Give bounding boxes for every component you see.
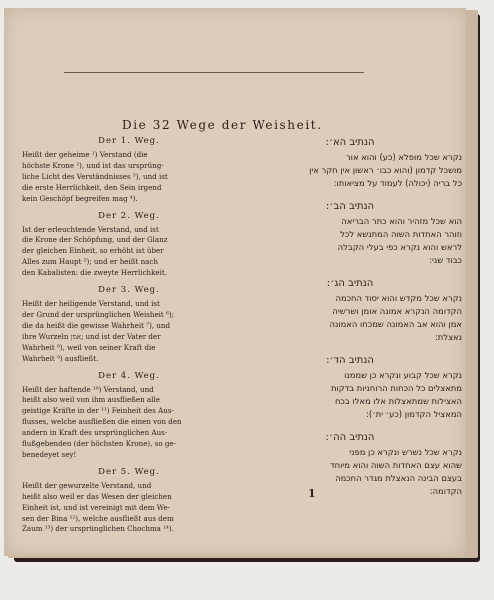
path-heading: הנתיב הד׳: xyxy=(326,355,374,366)
page-title: Die 32 Wege der Weisheit. xyxy=(122,118,323,132)
way-text: Ist der erleuchtende Verstand, und ist die Krone der Schöpfung, und der Glanz der gleichen Einheit, so erhöht ist über Alles zum Haupt ⁵); und er heißt nach den Kabalisten: die zweyte Herrlichkeit. xyxy=(22,224,168,278)
hebrew-column xyxy=(238,136,462,508)
page-number: 1 xyxy=(308,487,316,500)
german-column xyxy=(22,136,236,541)
path-heading: הנתיב הא׳: xyxy=(325,137,375,148)
path-text: נקרא שכל מופלא (כע) והוא אור מושכל קדמון (והוא כבו׳ ראשון אין חקר אין כל בריה (יכולה) לעמוד על מציאותו: xyxy=(309,152,462,188)
way-text: Heißt der heiligende Verstand, und ist der Grund der ursprünglichen Weisheit ⁶); die da heißt die gewisse Wahrheit ⁷), und ihre Wurzeln אמן; und ist der Vater der Wahrheit ⁸), weil von seiner Kraft die Wahrheit ⁹) ausfließt. xyxy=(22,299,175,363)
way-heading: Der 5. Weg. xyxy=(98,466,160,477)
german-way-2 xyxy=(22,211,236,280)
hebrew-path-3 xyxy=(238,277,462,344)
path-text: הוא שכל מזהיר והוא כתר הבריאה וזוהר האחדות השוה המתנשא לכל לראש והוא נקרא כפי בעלי הקבלה כבוד שני: xyxy=(337,216,462,265)
path-heading: הנתיב הב׳: xyxy=(325,201,375,212)
german-way-4 xyxy=(22,371,236,461)
path-text: נקרא שכל נשרש ונקרא כן מפני שהוא עצם האחדות השוה והוא מיוחד בעצם הבינה הנאצלת מגדר החכמה הקדומה: xyxy=(330,447,462,496)
hebrew-path-5 xyxy=(238,431,462,498)
german-way-1 xyxy=(22,136,236,205)
way-text: Heißt der gewurzelte Verstand, und heißt also weil er das Wesen der gleichen Einheit ist, und ist vereinigt mit dem We- sen der Bina ¹²), welche ausfließt aus dem Zaum ¹³) der ursprünglichen Chochma ¹⁴). xyxy=(22,480,174,534)
way-heading: Der 3. Weg. xyxy=(98,285,160,296)
way-text: Heißt der haftende ¹⁰) Verstand, und heißt also weil von ihm ausfließen alle geistige Kräfte in der ¹¹) Feinheit des Aus- flusses, welche ausfließen die einen von den andern in Kraft des ursprünglichen Aus- flußgebenden (der höchsten Krone), so ge- benedeyet sey! xyxy=(22,384,182,459)
way-text: Heißt der geheime ¹) Verstand (die höchste Krone ²), und ist das ursprüng- liche Licht des Verständnisses ³), und ist die erste Herrlichkeit, den Sein irgend kein Geschöpf begreifen mag ⁴). xyxy=(22,150,168,203)
path-text: נקרא שכל קבוע ונקרא כן שממנו מתאצלים כל הכחות הרוחניות בדקות האצילות שמתאצלות אלו מאלו בכח המאציל הקדמון (כע׳ ית׳): xyxy=(330,370,462,419)
way-heading: Der 1. Weg. xyxy=(98,136,160,146)
way-heading: Der 2. Weg. xyxy=(98,210,160,221)
book-page xyxy=(4,8,466,556)
path-text: נקרא שכל מקדש והוא יסוד החכמה הקדומה הנקרא אמונה אומן ושרשיה אמן והוא אב האמונה שמכחו האמונה נאצלת: xyxy=(329,293,462,342)
hebrew-path-4 xyxy=(238,354,462,421)
hebrew-path-2 xyxy=(238,200,462,267)
path-heading: הנתיב הג׳: xyxy=(326,278,374,289)
hebrew-path-1 xyxy=(238,136,462,190)
german-way-3 xyxy=(22,285,236,364)
german-way-5 xyxy=(22,467,236,536)
way-heading: Der 4. Weg. xyxy=(98,370,160,381)
top-rule xyxy=(64,72,364,73)
path-heading: הנתיב הה׳: xyxy=(325,432,375,443)
